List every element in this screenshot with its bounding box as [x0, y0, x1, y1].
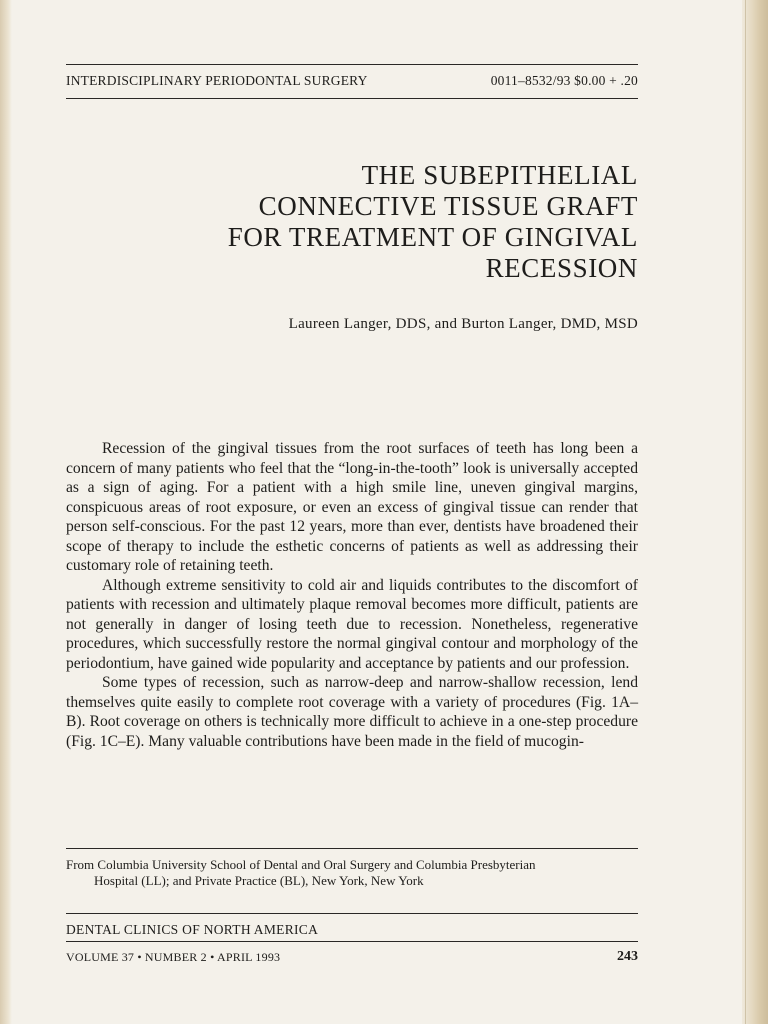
running-head [66, 73, 638, 89]
body-paragraph: Some types of recession, such as narrow-deep and narrow-shallow recession, lend themselves quite easily to complete root coverage with a variety of procedures (Fig. 1A–B). Root coverage on others is technically more difficult to achieve in a one-step procedure (Fig. 1C–E). Many valuable contributions have been made in the field of mucogin- [66, 674, 638, 750]
footnote-line: Hospital (LL); and Private Practice (BL), New York, New York [94, 873, 424, 888]
article-title [98, 160, 638, 284]
series-title: INTERDISCIPLINARY PERIODONTAL SURGERY [66, 73, 368, 88]
footer-bottom-rule [66, 941, 638, 942]
footnote-rule [66, 848, 638, 849]
footnote-line: From Columbia University School of Dental and Oral Surgery and Columbia Presbyterian [66, 857, 536, 872]
affiliation-footnote [66, 857, 641, 889]
issn-price: 0011–8532/93 $0.00 + .20 [490, 73, 638, 88]
title-line: CONNECTIVE TISSUE GRAFT [258, 191, 638, 221]
title-line: FOR TREATMENT OF GINGIVAL [227, 222, 638, 252]
page-fore-edge-line [745, 0, 746, 1024]
journal-name: DENTAL CLINICS OF NORTH AMERICA [66, 922, 319, 937]
header-top-rule [66, 64, 638, 65]
title-line: RECESSION [485, 253, 638, 283]
page-binding-edge [0, 0, 12, 1024]
page-number: 243 [617, 949, 638, 964]
issue-info: VOLUME 37 • NUMBER 2 • APRIL 1993 [66, 950, 281, 964]
header-bottom-rule [66, 98, 638, 99]
article-authors: Laureen Langer, DDS, and Burton Langer, DMD, MSD [288, 316, 638, 332]
article-body [66, 439, 638, 751]
footer-top-rule [66, 913, 638, 914]
body-paragraph: Recession of the gingival tissues from the root surfaces of teeth has long been a concern of many patients who feel that the “long-in-the-tooth” look is universally accepted as a sign of aging. For a patient with a high smile line, uneven gingival margins, conspicuous areas of root exposure, or even an excess of gingival tissue can render that person self-conscious. For the past 12 years, more than ever, dentists have broadened their scope of therapy to include the esthetic concerns of patients as well as addressing their customary role of retaining teeth. [66, 440, 638, 574]
title-line: THE SUBEPITHELIAL [361, 160, 638, 190]
body-paragraph: Although extreme sensitivity to cold air and liquids contributes to the discomfort of patients with recession and ultimately plaque removal becomes more difficult, patients are not generally in danger of losing teeth due to recession. Nonetheless, regenerative procedures, which successfully restore the normal gingival contour and morphology of the periodontium, have gained wide popularity and acceptance by patients and our profession. [66, 576, 638, 672]
